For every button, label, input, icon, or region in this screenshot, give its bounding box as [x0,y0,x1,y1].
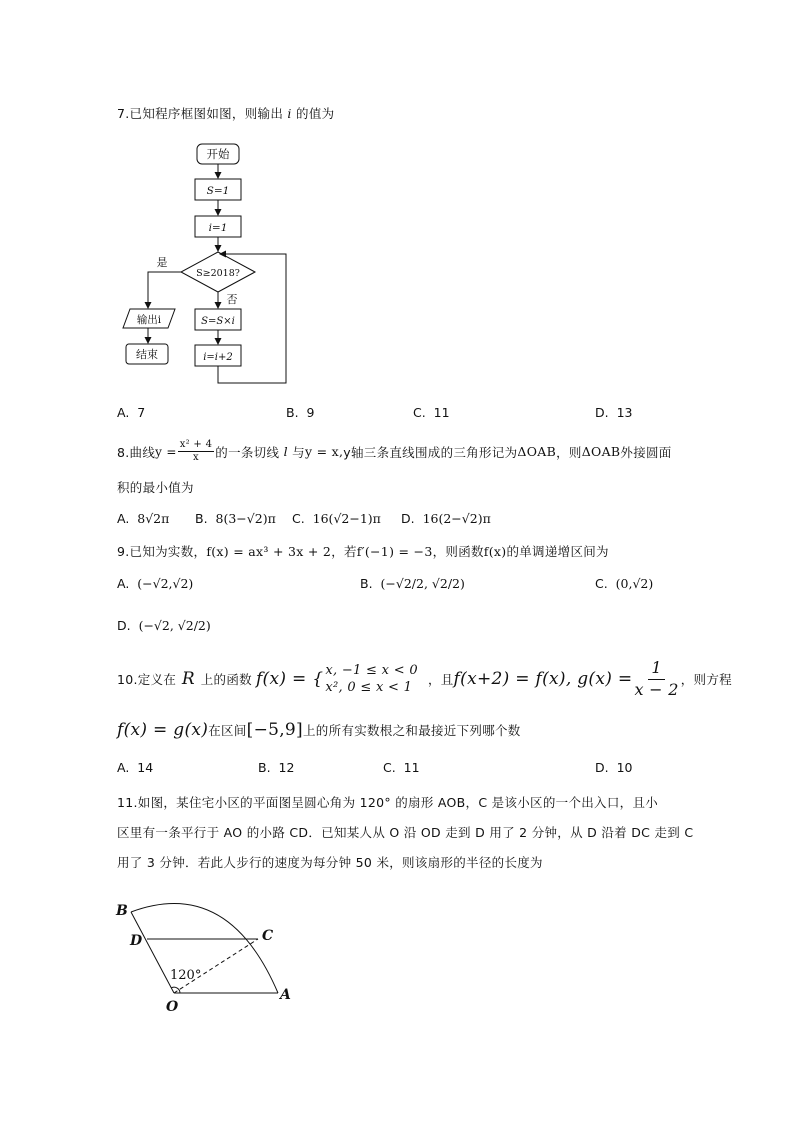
flow-output-label: 输出i [136,314,162,326]
q10-stem-line2: f(x) = g(x) 在区间 [−5,9] 上的所有实数根之和最接近下列哪个数 [117,720,521,740]
q9-option-c[interactable]: C. (0,√2) [595,576,654,591]
q8-stem-line1: 8.曲线 y = $\frac{\text{x² + 4}}{x}$ 的一条切线 l 与 y = x, y轴三条直线围成的三角形记为 ΔOAB ，则 ΔOAB 外接圆面 [117,439,672,463]
label-c: C [262,928,274,944]
flow-s-update-label: S=S×i [201,316,235,327]
q7-option-a[interactable]: A. 7 [117,405,146,420]
flow-end-label: 结束 [136,348,158,361]
flow-condition-label: S≥2018? [196,268,240,279]
q11-stem-line1: 11.如图，某住宅小区的平面图呈圆心角为 120° 的扇形 AOB，C 是该小区的一个出入口，且小 [117,795,659,810]
q8-option-b[interactable]: B. 8(3−√2)π [195,511,276,526]
flow-s-init-label: S=1 [206,185,230,197]
segment-ob [131,912,174,993]
q8-option-d[interactable]: D. 16(2−√2)π [401,511,491,526]
q9-option-a[interactable]: A. (−√2,√2) [117,576,194,591]
q8-option-c[interactable]: C. 16(√2−1)π [292,511,381,526]
sector-diagram [108,896,308,1014]
q10-stem-line1: 10.定义在 R 上的函数 f(x) = { x, −1 ≤ x < 0 x², 0 ≤ x < 1 ，且 f(x+2) = f(x), g(x) = $\frac{1}{x - 2}$ ，则方程 [117,658,732,699]
label-a: A [280,987,291,1003]
label-d: D [130,933,143,949]
flow-yes-label: 是 [156,256,168,269]
q11-stem-line2: 区里有一条平行于 AO 的小路 CD．已知某人从 O 沿 OD 走到 D 用了 2 分钟，从 D 沿着 DC 走到 C [117,825,694,840]
flow-i-update-label: i=i+2 [203,352,233,363]
q7-option-d[interactable]: D. 13 [595,405,633,420]
segment-oc [174,939,258,993]
q8-stem-line2: 积的最小值为 [117,480,194,495]
q7-stem: 7.已知程序框图如图，则输出 i 的值为 [117,106,335,121]
flow-no-label: 否 [226,293,238,306]
q9-option-d[interactable]: D. (−√2, √2/2) [117,618,211,633]
q7-option-b[interactable]: B. 9 [286,405,315,420]
q10-option-a[interactable]: A. 14 [117,760,154,775]
q10-option-d[interactable]: D. 10 [595,760,633,775]
angle-label: 120° [170,968,202,983]
q9-stem: 9.已知为实数，f(x) = ax³ + 3x + 2，若f′(−1) = −3，则函数f(x)的单调递增区间为 [117,544,609,559]
q9-option-b[interactable]: B. (−√2/2, √2/2) [360,576,465,591]
label-b: B [116,903,128,919]
flowchart-diagram [100,138,320,393]
q8-option-a[interactable]: A. 8√2π [117,511,170,526]
arc-ab [131,904,278,993]
q7-option-c[interactable]: C. 11 [413,405,450,420]
flow-i-init-label: i=1 [208,222,228,234]
q10-option-c[interactable]: C. 11 [383,760,420,775]
q11-stem-line3: 用了 3 分钟．若此人步行的速度为每分钟 50 米，则该扇形的半径的长度为 [117,855,543,870]
q10-option-b[interactable]: B. 12 [258,760,295,775]
label-o: O [166,999,179,1014]
flow-start-label: 开始 [206,147,230,161]
